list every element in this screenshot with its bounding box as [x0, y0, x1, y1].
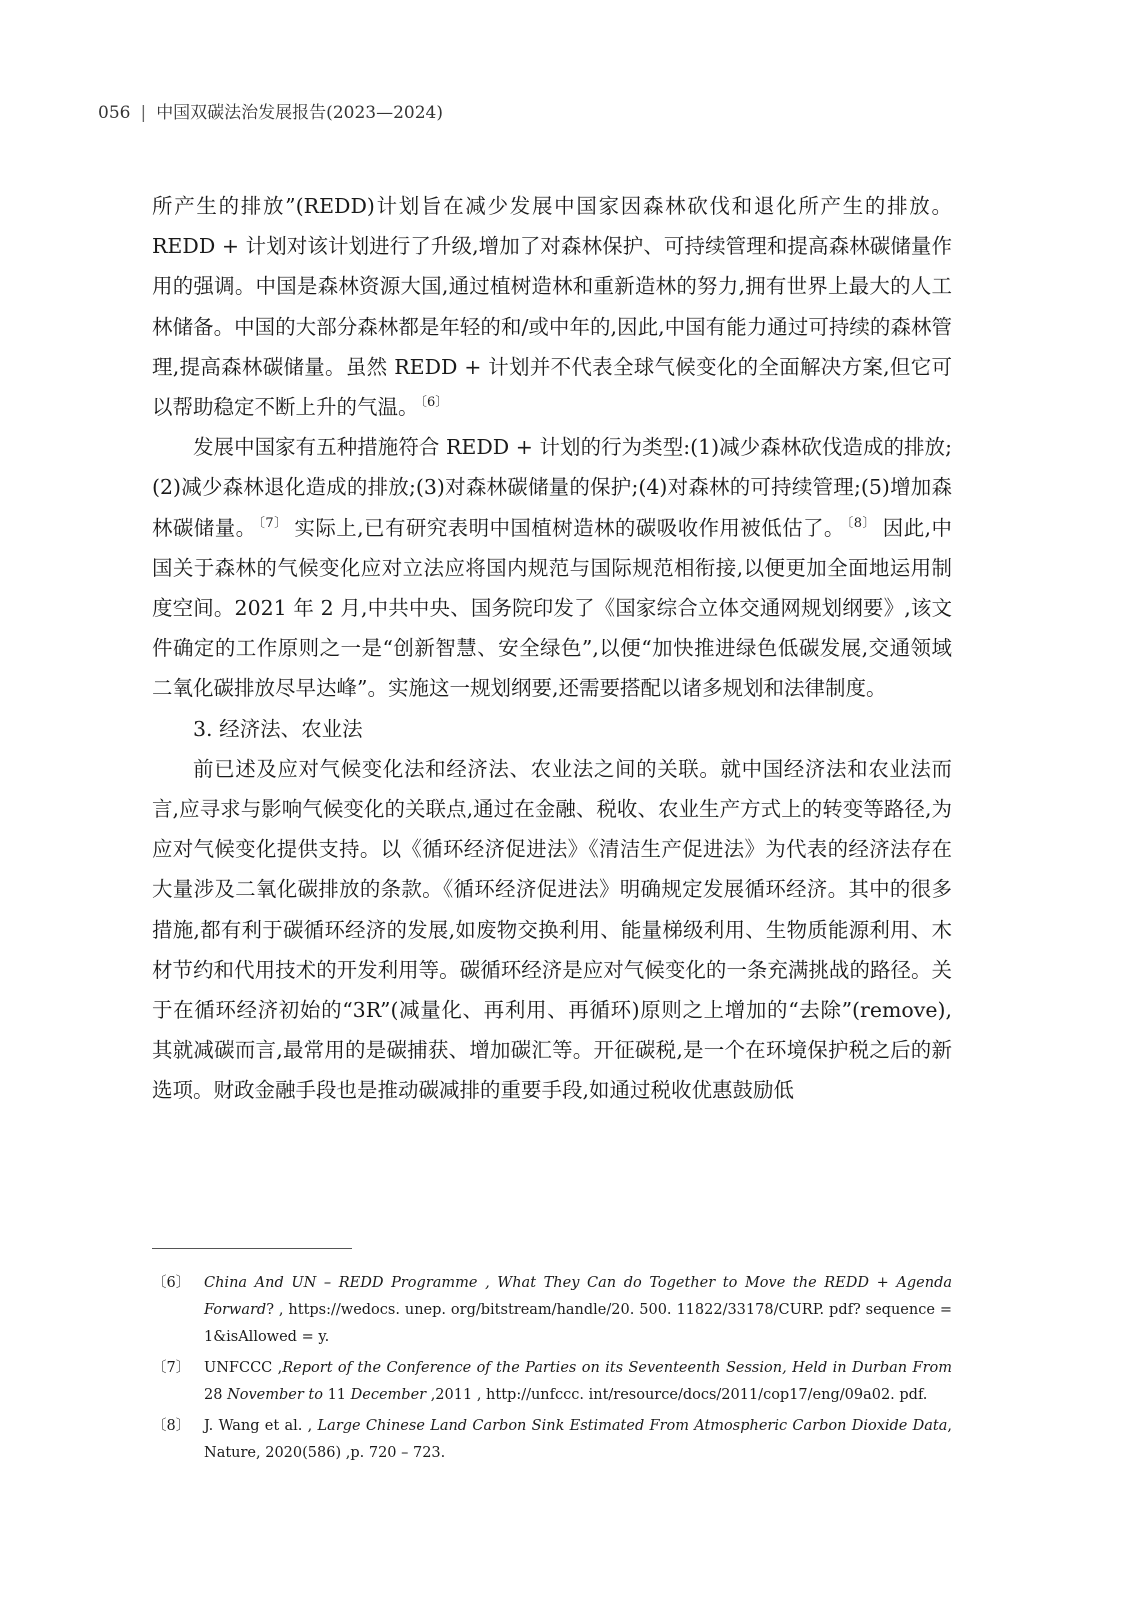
- section-heading: 3. 经济法、农业法: [193, 716, 363, 741]
- footnote-ref-6[interactable]: 〔6〕: [420, 395, 449, 411]
- paragraph-2: [152, 427, 952, 708]
- footnote-body: [204, 1413, 952, 1467]
- footnote-italic: Large Chinese Land Carbon Sink Estimated From Atmospheric Carbon Dioxide Data: [317, 1418, 948, 1434]
- footnote-url[interactable]: ? , https://wedocs. unep. org/bitstream/handle/20. 500. 11822/33178/CURP. pdf? sequence = 1&isAllowed = y.: [204, 1302, 952, 1345]
- footnote-ref-8[interactable]: 〔8〕: [846, 515, 876, 531]
- footnote-italic: Report of the Conference of the Parties on its Seventeenth Session, Held in Durban From: [282, 1360, 952, 1376]
- main-text: [152, 186, 952, 1111]
- footnote-number: 〔7〕: [152, 1360, 191, 1376]
- footnote-7: [152, 1355, 952, 1409]
- footnote-ref-7[interactable]: 〔7〕: [258, 515, 288, 531]
- paragraph-2-text-c: 因此,中国关于森林的气候变化应对立法应将国内规范与国际规范相衔接,以便更加全面地运用制度空间。2021 年 2 月,中共中央、国务院印发了《国家综合立体交通网规划纲要》,该文件确定的工作原则之一是“创新智慧、安全绿色”,以便“加快推进绿色低碳发展,交通领域二氧化碳排放尽早达峰”。实施这一规划纲要,还需要搭配以诸多规划和法律制度。: [152, 515, 952, 701]
- footnote-italic-3: December: [350, 1387, 427, 1403]
- footnote-body: [204, 1270, 952, 1351]
- footnotes: [152, 1270, 952, 1471]
- footnote-mid: 28: [204, 1387, 228, 1403]
- footnote-url[interactable]: ,2011 , http://unfccc. int/resource/docs/2011/cop17/eng/09a02. pdf.: [426, 1387, 928, 1403]
- footnote-lead: UNFCCC ,: [204, 1360, 283, 1376]
- paragraph-2-text-a: 发展中国家有五种措施符合 REDD + 计划的行为类型:(1)减少森林砍伐造成的排放;(2)减少森林退化造成的排放;(3)对森林碳储量的保护;(4)对森林的可持续管理;(5)增加森林碳储量。: [152, 435, 952, 540]
- footnote-citation: , Nature, 2020(586) ,p. 720 – 723.: [204, 1418, 953, 1461]
- footnote-number: 〔8〕: [152, 1418, 191, 1434]
- paragraph-3: 前已述及应对气候变化法和经济法、农业法之间的关联。就中国经济法和农业法而言,应寻求与影响气候变化的关联点,通过在金融、税收、农业生产方式上的转变等路径,为应对气候变化提供支持。以《循环经济促进法》《清洁生产促进法》为代表的经济法存在大量涉及二氧化碳排放的条款。《循环经济促进法》明确规定发展循环经济。其中的很多措施,都有利于碳循环经济的发展,如废物交换利用、能量梯级利用、生物质能源利用、木材节约和代用技术的开发利用等。碳循环经济是应对气候变化的一条充满挑战的路径。关于在循环经济初始的“3R”(减量化、再利用、再循环)原则之上增加的“去除”(remove),其就减碳而言,最常用的是碳捕获、增加碳汇等。开征碳税,是一个在环境保护税之后的新选项。财政金融手段也是推动碳减排的重要手段,如通过税收优惠鼓励低: [152, 756, 952, 1103]
- footnote-8: [152, 1413, 952, 1467]
- header-separator: |: [140, 103, 147, 123]
- footnote-mid-2: 11: [322, 1387, 351, 1403]
- book-title: 中国双碳法治发展报告(2023—2024): [156, 103, 443, 123]
- paragraph-2-text-b: 实际上,已有研究表明中国植树造林的碳吸收作用被低估了。: [294, 515, 845, 540]
- running-header: [98, 98, 443, 123]
- footnote-6: [152, 1270, 952, 1351]
- footnote-lead: J. Wang et al. ,: [204, 1418, 313, 1434]
- footnote-italic: China And UN – REDD Programme , What They Can do Together to Move the REDD + Agenda Forward: [204, 1275, 952, 1318]
- page-number: 056: [98, 103, 131, 123]
- footnote-body: [204, 1355, 952, 1409]
- paragraph-1: [152, 186, 952, 427]
- footnote-italic-2: November to: [227, 1387, 323, 1403]
- footnote-number: 〔6〕: [152, 1275, 191, 1291]
- paragraph-1-text: 所产生的排放”(REDD)计划旨在减少发展中国家因森林砍伐和退化所产生的排放。REDD + 计划对该计划进行了升级,增加了对森林保护、可持续管理和提高森林碳储量作用的强调。中国是森林资源大国,通过植树造林和重新造林的努力,拥有世界上最大的人工林储备。中国的大部分森林都是年轻的和/或中年的,因此,中国有能力通过可持续的森林管理,提高森林碳储量。虽然 REDD + 计划并不代表全球气候变化的全面解决方案,但它可以帮助稳定不断上升的气温。: [152, 194, 952, 420]
- footnote-divider: [152, 1248, 352, 1249]
